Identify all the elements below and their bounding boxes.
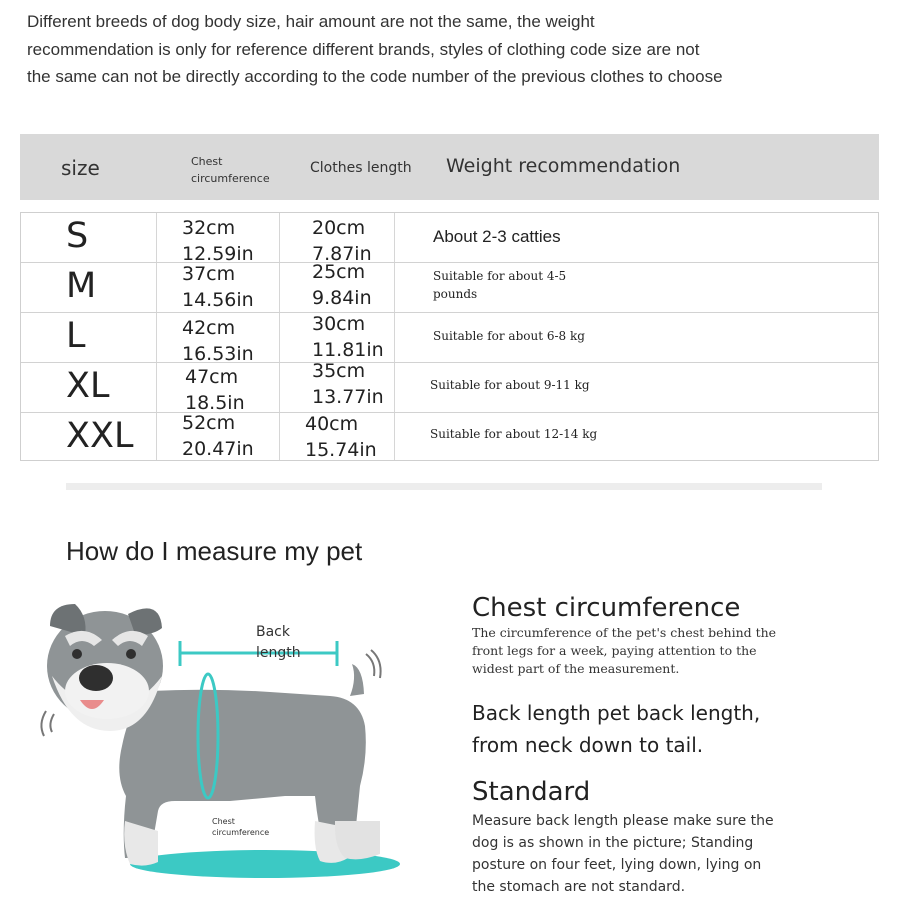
back-note-line: from neck down to tail.: [472, 733, 704, 757]
length-in: 13.77in: [312, 386, 384, 408]
weight-cell: [433, 267, 566, 303]
intro-line: recommendation is only for reference different brands, styles of clothing code size are not: [27, 39, 700, 59]
length-cell: [305, 411, 377, 463]
length-in: 15.74in: [305, 439, 377, 461]
measure-title: How do I measure my pet: [66, 536, 363, 566]
dog-eye: [72, 649, 82, 659]
chest-in: 20.47in: [182, 438, 254, 460]
length-cell: [312, 311, 384, 363]
size-cell: XXL: [66, 416, 134, 456]
weight-line: Suitable for about 4-5: [433, 269, 567, 283]
dog-leg: [335, 821, 380, 859]
length-cm: 25cm: [312, 261, 366, 283]
back-length-label-line: Back: [256, 624, 290, 640]
chest-description: [472, 624, 776, 678]
chest-desc-line: widest part of the measurement.: [472, 661, 680, 676]
dog-nose: [79, 665, 113, 691]
size-table-header: [20, 134, 879, 200]
size-cell: S: [66, 216, 89, 256]
size-table: [20, 212, 879, 461]
header-chest: [191, 153, 270, 187]
length-cm: 40cm: [305, 413, 359, 435]
standard-line: dog is as shown in the picture; Standing: [472, 835, 754, 851]
intro-line: Different breeds of dog body size, hair amount are not the same, the weight: [27, 12, 595, 31]
table-row: [21, 263, 878, 313]
standard-line: posture on four feet, lying down, lying on: [472, 857, 762, 873]
back-length-note: [472, 697, 760, 761]
header-chest-line: circumference: [191, 172, 270, 185]
standard-line: the stomach are not standard.: [472, 879, 686, 895]
chest-desc-line: The circumference of the pet's chest behind the: [472, 625, 777, 640]
table-row: [21, 360, 878, 414]
header-length: Clothes length: [310, 160, 412, 176]
back-length-label: [256, 622, 301, 664]
header-chest-line: Chest: [191, 155, 223, 168]
section-divider: [66, 483, 822, 490]
length-cell: [312, 358, 384, 410]
length-cm: 35cm: [312, 360, 366, 382]
motion-line: [50, 714, 54, 732]
size-cell: M: [66, 266, 97, 306]
weight-cell: About 2-3 catties: [433, 227, 561, 246]
header-weight: Weight recommendation: [446, 155, 681, 177]
weight-cell: Suitable for about 9-11 kg: [430, 378, 590, 392]
chest-cell: [182, 261, 254, 313]
length-in: 11.81in: [312, 339, 384, 361]
length-cm: 30cm: [312, 313, 366, 335]
dog-eye: [126, 649, 136, 659]
dog-illustration: [30, 596, 420, 896]
chest-in: 12.59in: [182, 243, 254, 265]
back-length-label-line: length: [256, 645, 301, 661]
chest-label: [212, 816, 269, 838]
chest-cell: [182, 215, 254, 267]
motion-line: [366, 654, 374, 676]
chest-cm: 52cm: [182, 412, 236, 434]
motion-line: [41, 711, 46, 736]
length-cell: [312, 259, 372, 311]
chest-cell: [182, 410, 254, 462]
standard-heading: Standard: [472, 777, 591, 807]
intro-note: [27, 8, 887, 91]
chest-cell: [185, 364, 245, 416]
length-cm: 20cm: [312, 217, 366, 239]
table-row: [21, 213, 878, 263]
dog-tail: [350, 664, 364, 696]
length-in: 7.87in: [312, 243, 372, 265]
standard-description: [472, 810, 774, 898]
chest-label-line: Chest: [212, 817, 235, 826]
weight-cell: Suitable for about 12-14 kg: [430, 427, 598, 441]
header-size: size: [61, 156, 100, 180]
chest-cm: 37cm: [182, 263, 236, 285]
table-row: [21, 413, 878, 460]
chest-in: 14.56in: [182, 289, 254, 311]
chest-label-line: circumference: [212, 828, 270, 837]
chest-cell: [182, 315, 254, 367]
weight-line: pounds: [433, 287, 478, 301]
length-in: 9.84in: [312, 287, 372, 309]
chest-cm: 42cm: [182, 317, 236, 339]
table-row: [21, 313, 878, 363]
chest-cm: 47cm: [185, 366, 239, 388]
chest-desc-line: front legs for a week, paying attention to the: [472, 643, 757, 658]
size-cell: L: [66, 316, 86, 356]
weight-cell: Suitable for about 6-8 kg: [433, 329, 585, 343]
chest-in: 16.53in: [182, 343, 254, 365]
chest-in: 18.5in: [185, 392, 245, 414]
chest-heading: Chest circumference: [472, 593, 741, 623]
chest-cm: 32cm: [182, 217, 236, 239]
standard-line: Measure back length please make sure the: [472, 813, 774, 829]
back-note-line: Back length pet back length,: [472, 701, 761, 725]
size-cell: XL: [66, 366, 110, 406]
intro-line: the same can not be directly according to the code number of the previous clothes to choose: [27, 67, 723, 86]
